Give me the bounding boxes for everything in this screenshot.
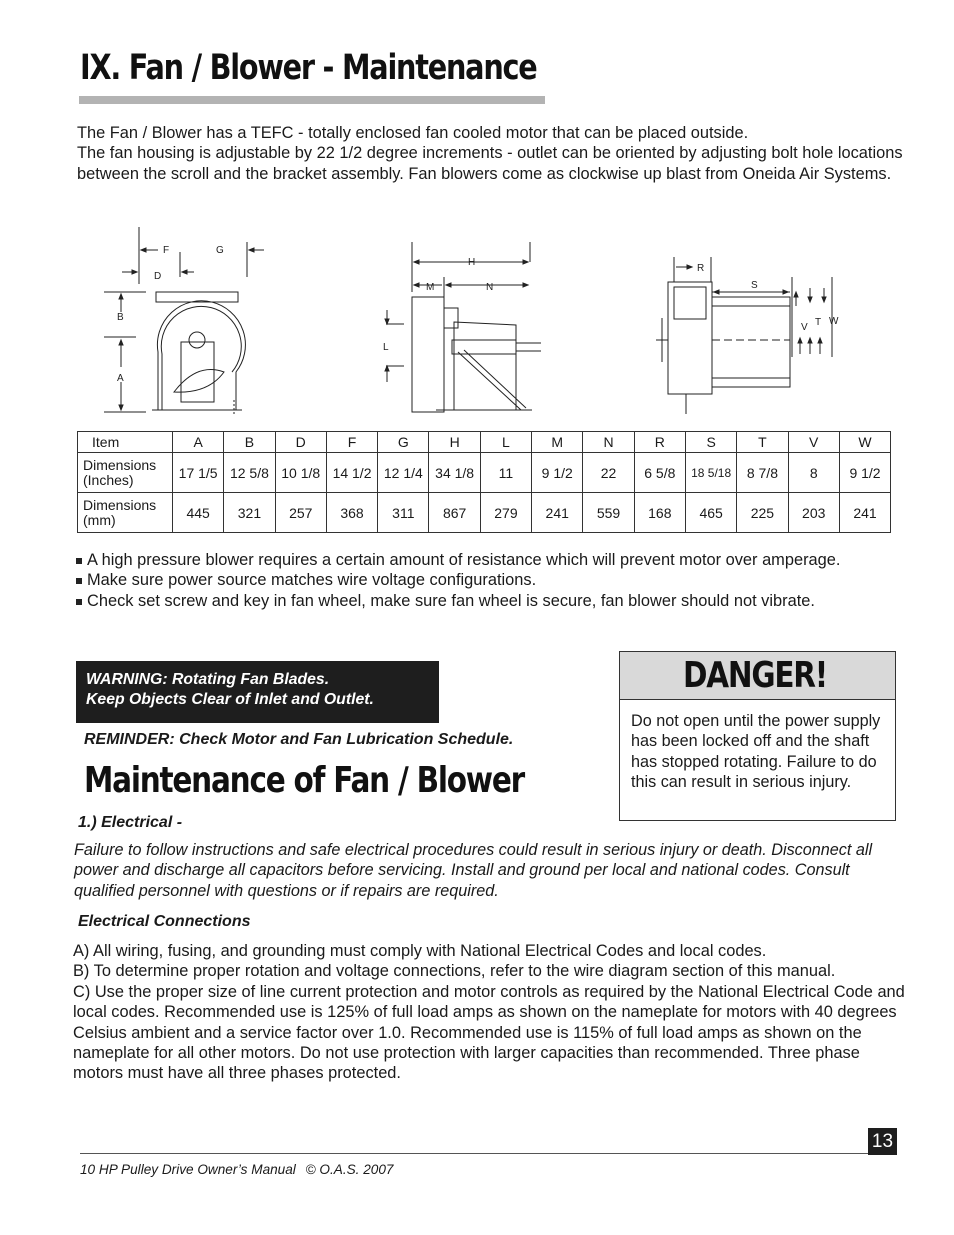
table-row-label: Dimensions (mm) <box>78 493 173 533</box>
table-cell: 9 1/2 <box>839 453 890 493</box>
table-header-row <box>78 432 891 453</box>
bullet-item: Make sure power source matches wire voltage configurations. <box>75 570 895 590</box>
connections-item: A) All wiring, fusing, and grounding must comply with National Electrical Codes and local codes. <box>73 942 767 960</box>
table-row-inches <box>78 453 891 493</box>
table-cell: 14 1/2 <box>326 453 377 493</box>
table-cell: 6 5/8 <box>634 453 685 493</box>
bullet-item: A high pressure blower requires a certain amount of resistance which will prevent motor over amperage. <box>75 550 895 570</box>
intro-paragraph-1: The Fan / Blower has a TEFC - totally enclosed fan cooled motor that can be placed outside. <box>77 124 749 142</box>
table-cell: 8 7/8 <box>737 453 788 493</box>
dim-label-s: S <box>751 280 758 291</box>
table-row-label: Dimensions (Inches) <box>78 453 173 493</box>
table-cell: 17 1/5 <box>173 453 224 493</box>
danger-box <box>619 651 896 821</box>
table-cell: 34 1/8 <box>429 453 480 493</box>
table-header-cell: L <box>480 432 531 453</box>
dim-label-r: R <box>697 263 705 274</box>
maintenance-bullet-list <box>75 550 895 611</box>
table-cell: 559 <box>583 493 634 533</box>
connections-item: C) Use the proper size of line current protection and motor controls as required by the National Electrical Code and local codes. Recommended use is 125% of full load amps as shown on the nameplate for motors with 40 degrees Celsius ambient and a service factor over 1.0. Recommended use is 115% of full load amps as shown on the nameplate for all other motors. Do not use protection with larger capacities than recommended. Three phase motors must have all three phases protected. <box>73 982 905 1083</box>
electrical-text: Failure to follow instructions and safe electrical procedures could result in serious injury or death. Disconnect all power and discharge all capacitors before servicing. Install and ground per local and national codes. Consult qualified personnel with questions or if repairs are required. <box>74 841 873 900</box>
danger-text: Do not open until the power supply has been locked off and the shaft has stopped rotating. Failure to do this can result in serious injury. <box>631 712 881 792</box>
table-header-cell: F <box>326 432 377 453</box>
table-cell: 241 <box>839 493 890 533</box>
table-header-cell: A <box>173 432 224 453</box>
table-cell: 465 <box>685 493 736 533</box>
table-header-cell: H <box>429 432 480 453</box>
footer-manual-title: 10 HP Pulley Drive Owner’s Manual <box>80 1162 296 1177</box>
warning-line-2: Keep Objects Clear of Inlet and Outlet. <box>86 691 374 708</box>
dim-label-h: H <box>468 257 476 268</box>
table-row-mm <box>78 493 891 533</box>
dim-label-l: L <box>383 342 389 353</box>
footer-divider <box>80 1153 868 1154</box>
table-header-cell: M <box>532 432 583 453</box>
bullet-item: Check set screw and key in fan wheel, make sure fan wheel is secure, fan blower should not vibrate. <box>75 591 895 611</box>
dim-label-t: T <box>815 317 822 328</box>
table-cell: 168 <box>634 493 685 533</box>
dim-label-d: D <box>154 271 162 282</box>
table-header-cell: T <box>737 432 788 453</box>
dim-label-a: A <box>117 373 124 384</box>
page-number: 13 <box>868 1128 897 1155</box>
table-header-cell: V <box>788 432 839 453</box>
table-cell: 22 <box>583 453 634 493</box>
dim-label-w: W <box>829 316 839 327</box>
table-cell: 18 5/18 <box>685 453 736 493</box>
table-cell: 279 <box>480 493 531 533</box>
table-cell: 203 <box>788 493 839 533</box>
table-cell: 321 <box>224 493 275 533</box>
table-cell: 12 5/8 <box>224 453 275 493</box>
danger-title: DANGER! <box>683 655 828 696</box>
intro-paragraph-2: The fan housing is adjustable by 22 1/2 degree increments - outlet can be oriented by adjusting bolt hole locations between the scroll and the bracket assembly. Fan blowers come as clockwise up blast from Oneida Air Systems. <box>77 144 903 183</box>
dim-label-f: F <box>163 245 170 256</box>
table-header-cell: Item <box>78 432 173 453</box>
table-cell: 10 1/8 <box>275 453 326 493</box>
table-cell: 9 1/2 <box>532 453 583 493</box>
connections-item: B) To determine proper rotation and voltage connections, refer to the wire diagram section of this manual. <box>73 962 836 981</box>
reminder-text: REMINDER: Check Motor and Fan Lubrication Schedule. <box>84 731 514 748</box>
table-cell: 311 <box>378 493 429 533</box>
warning-box <box>76 661 439 723</box>
table-cell: 8 <box>788 453 839 493</box>
dim-label-b: B <box>117 312 124 323</box>
electrical-connections-text <box>73 941 913 1084</box>
dimensions-table <box>77 431 891 533</box>
table-header-cell: D <box>275 432 326 453</box>
table-header-cell: R <box>634 432 685 453</box>
dim-label-m: M <box>426 282 435 293</box>
page-title: IX. Fan / Blower - Maintenance <box>80 48 537 88</box>
dim-label-v: V <box>801 322 808 333</box>
table-cell: 445 <box>173 493 224 533</box>
electrical-connections-heading: Electrical Connections <box>78 913 251 930</box>
table-header-cell: B <box>224 432 275 453</box>
maintenance-title: Maintenance of Fan / Blower <box>84 760 524 801</box>
table-header-cell: W <box>839 432 890 453</box>
blower-dimension-drawing <box>96 222 856 422</box>
danger-header <box>620 652 895 700</box>
footer <box>80 1162 393 1177</box>
table-header-cell: G <box>378 432 429 453</box>
table-header-cell: S <box>685 432 736 453</box>
intro-text <box>77 123 917 184</box>
dim-label-n: N <box>486 282 494 293</box>
table-cell: 11 <box>480 453 531 493</box>
table-cell: 12 1/4 <box>378 453 429 493</box>
warning-line-1: WARNING: Rotating Fan Blades. <box>86 671 330 688</box>
table-cell: 867 <box>429 493 480 533</box>
table-cell: 225 <box>737 493 788 533</box>
table-cell: 257 <box>275 493 326 533</box>
table-cell: 241 <box>532 493 583 533</box>
title-underline <box>79 96 545 104</box>
table-header-cell: N <box>583 432 634 453</box>
dim-label-g: G <box>216 245 224 256</box>
footer-copyright: © O.A.S. 2007 <box>305 1162 394 1177</box>
electrical-heading: 1.) Electrical - <box>78 814 183 831</box>
table-cell: 368 <box>326 493 377 533</box>
